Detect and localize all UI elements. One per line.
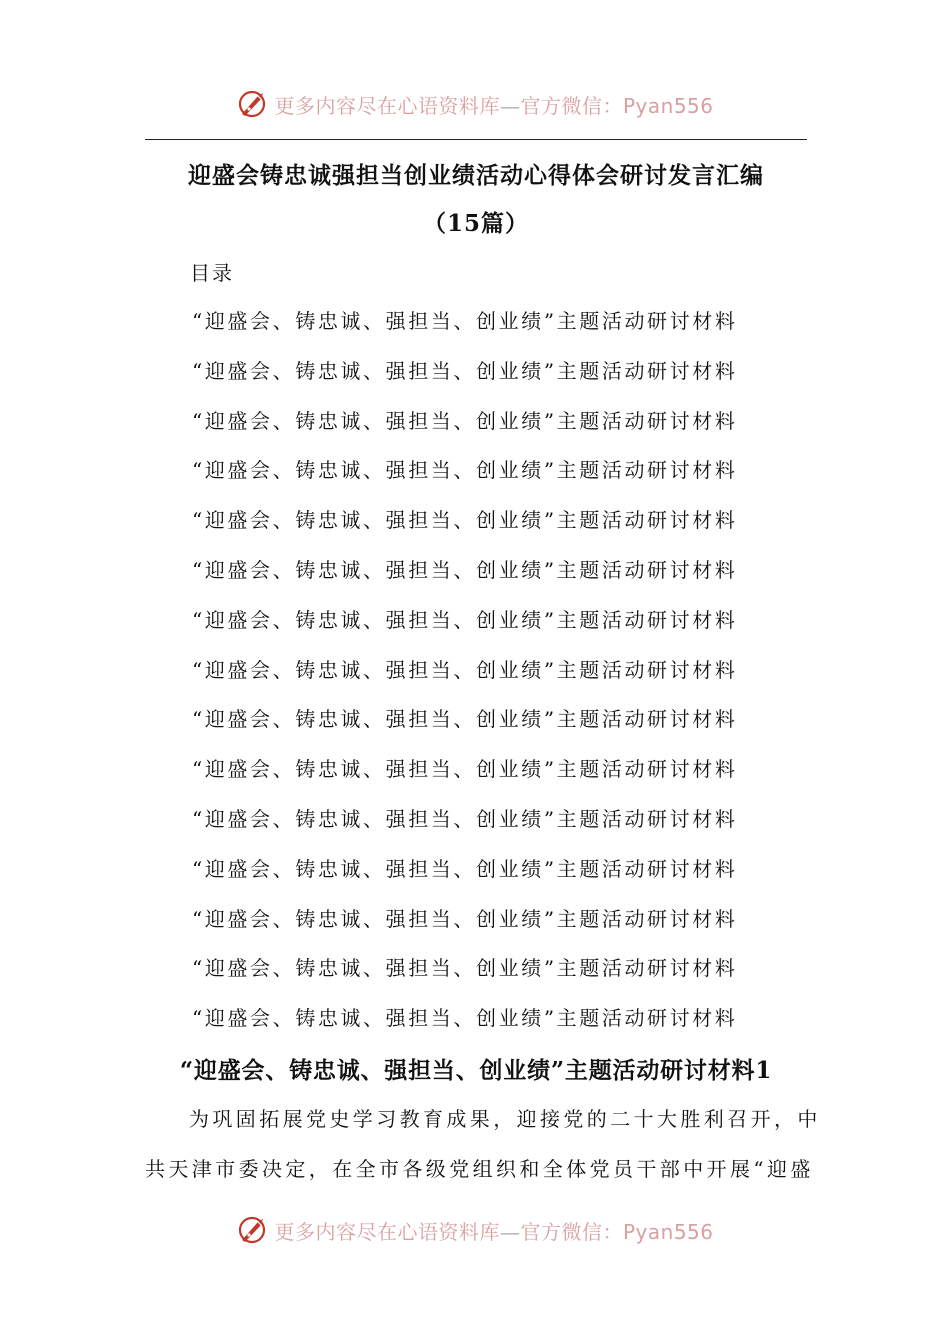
watermark-text: 更多内容尽在心语资料库—官方微信：Pyan556 — [274, 1219, 714, 1244]
toc-item[interactable]: “迎盛会、铸忠诚、强担当、创业绩”主题活动研讨材料 — [192, 757, 738, 782]
toc-item[interactable]: “迎盛会、铸忠诚、强担当、创业绩”主题活动研讨材料 — [192, 358, 738, 383]
toc-item[interactable]: “迎盛会、铸忠诚、强担当、创业绩”主题活动研讨材料 — [192, 607, 738, 632]
section-heading: “迎盛会、铸忠诚、强担当、创业绩”主题活动研讨材料1 — [179, 1057, 773, 1084]
pen-nib-logo-icon — [236, 1213, 270, 1247]
toc-item[interactable]: “迎盛会、铸忠诚、强担当、创业绩”主题活动研讨材料 — [192, 458, 738, 483]
toc-item[interactable]: “迎盛会、铸忠诚、强担当、创业绩”主题活动研讨材料 — [192, 956, 738, 981]
toc-item[interactable]: “迎盛会、铸忠诚、强担当、创业绩”主题活动研讨材料 — [192, 408, 738, 433]
toc-item[interactable]: “迎盛会、铸忠诚、强担当、创业绩”主题活动研讨材料 — [192, 856, 738, 881]
header-rule — [145, 139, 807, 140]
body-paragraph-line: 共天津市委决定，在全市各级党组织和全体党员干部中开展“迎盛 — [145, 1157, 814, 1181]
toc-item[interactable]: “迎盛会、铸忠诚、强担当、创业绩”主题活动研讨材料 — [192, 508, 738, 533]
pen-nib-logo-icon — [236, 87, 270, 121]
document-title: 迎盛会铸忠诚强担当创业绩活动心得体会研讨发言汇编 — [188, 162, 764, 189]
toc-item[interactable]: “迎盛会、铸忠诚、强担当、创业绩”主题活动研讨材料 — [192, 906, 738, 931]
toc-item[interactable]: “迎盛会、铸忠诚、强担当、创业绩”主题活动研讨材料 — [192, 557, 738, 582]
toc-heading: 目录 — [190, 261, 234, 285]
toc-item[interactable]: “迎盛会、铸忠诚、强担当、创业绩”主题活动研讨材料 — [192, 1006, 738, 1031]
watermark-text: 更多内容尽在心语资料库—官方微信：Pyan556 — [274, 93, 714, 118]
toc-item[interactable]: “迎盛会、铸忠诚、强担当、创业绩”主题活动研讨材料 — [192, 309, 738, 333]
toc-item[interactable]: “迎盛会、铸忠诚、强担当、创业绩”主题活动研讨材料 — [192, 707, 738, 732]
toc-item[interactable]: “迎盛会、铸忠诚、强担当、创业绩”主题活动研讨材料 — [192, 806, 738, 831]
header-watermark — [0, 84, 950, 124]
document-title-count: （15篇） — [422, 210, 529, 237]
footer-watermark — [0, 1210, 950, 1250]
table-of-contents — [192, 305, 737, 1052]
toc-item[interactable]: “迎盛会、铸忠诚、强担当、创业绩”主题活动研讨材料 — [192, 657, 738, 682]
body-paragraph-line: 为巩固拓展党史学习教育成果，迎接党的二十大胜利召开，中 — [189, 1107, 821, 1131]
